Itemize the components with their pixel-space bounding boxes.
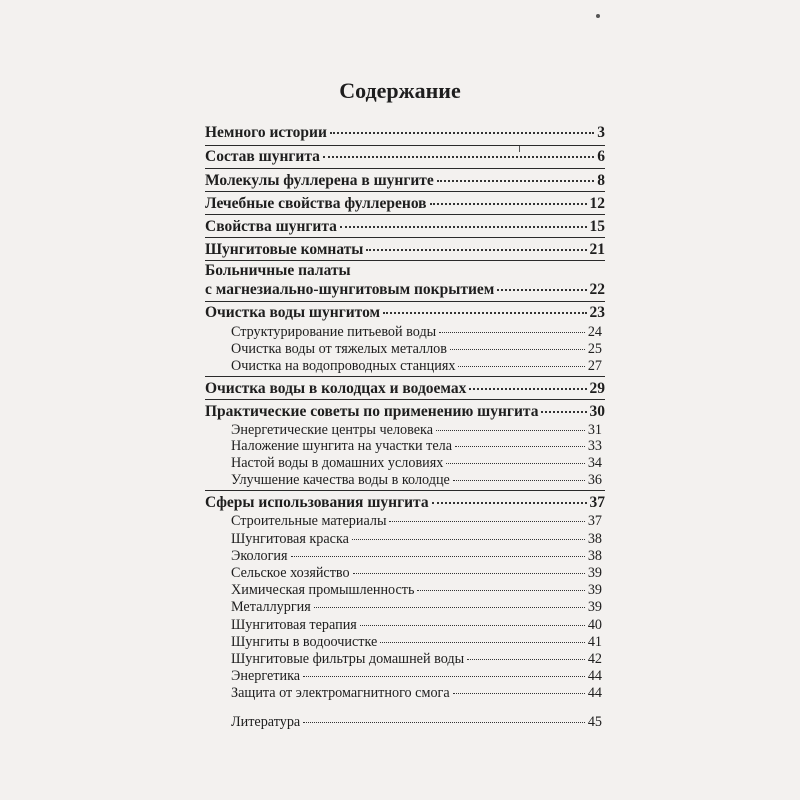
toc-entry-page: 23 xyxy=(589,304,605,321)
toc-entry[interactable] xyxy=(205,403,605,421)
toc-subentry[interactable] xyxy=(231,651,602,668)
toc-subentry-page: 38 xyxy=(587,531,602,547)
leader-dots xyxy=(453,480,585,481)
leader-dots xyxy=(360,625,585,626)
leader-dots xyxy=(432,502,587,504)
toc-subentry[interactable] xyxy=(231,341,602,358)
divider xyxy=(205,260,605,261)
toc-entry[interactable] xyxy=(205,281,605,299)
divider xyxy=(205,191,605,192)
toc-entry-page: 12 xyxy=(589,195,605,212)
leader-dots xyxy=(436,430,585,431)
toc-subentry-label: Улучшение качества воды в колодце xyxy=(231,472,450,488)
toc-subentry-page: 42 xyxy=(587,651,602,667)
toc-subentry[interactable] xyxy=(231,565,602,582)
leader-dots xyxy=(340,226,587,228)
leader-dots xyxy=(469,388,586,390)
divider xyxy=(205,168,605,169)
toc-subentry-label: Металлургия xyxy=(231,599,311,615)
toc-entry[interactable] xyxy=(205,195,605,213)
toc-subentry-label: Экология xyxy=(231,548,288,564)
toc-entry-page: 21 xyxy=(589,241,605,258)
leader-dots xyxy=(458,366,584,367)
toc-subentry-page: 40 xyxy=(587,617,602,633)
toc-entry-label: Сферы использования шунгита xyxy=(205,494,429,511)
toc-subentry-label: Сельское хозяйство xyxy=(231,565,350,581)
divider xyxy=(205,237,605,238)
toc-subentry[interactable] xyxy=(231,634,602,651)
leader-dots xyxy=(330,132,594,134)
leader-dots xyxy=(314,607,585,608)
toc-subentry-label: Защита от электромагнитного смога xyxy=(231,685,450,701)
toc-subentry[interactable] xyxy=(231,324,602,341)
toc-entry-label: Состав шунгита xyxy=(205,148,320,165)
leader-dots xyxy=(383,312,586,314)
toc-entry-label: Лечебные свойства фуллеренов xyxy=(205,195,427,212)
toc-subentry[interactable] xyxy=(231,548,602,565)
page-title: Содержание xyxy=(339,78,461,103)
toc-subentry-label: Шунгиты в водоочистке xyxy=(231,634,378,650)
toc-subentry[interactable] xyxy=(231,513,602,530)
toc-subentry-page: 27 xyxy=(587,358,602,374)
divider xyxy=(205,399,605,400)
print-speck xyxy=(596,14,600,18)
toc-subentry[interactable] xyxy=(231,472,602,489)
leader-dots xyxy=(291,556,585,557)
toc-subentry-label: Энергетика xyxy=(231,668,301,684)
leader-dots xyxy=(380,642,584,643)
toc-subentry-page: 39 xyxy=(587,565,602,581)
toc-subentry-label: Шунгитовая краска xyxy=(231,531,349,547)
leader-dots xyxy=(430,203,587,205)
leader-dots xyxy=(541,411,586,413)
toc-entry-page: 8 xyxy=(597,172,605,189)
toc-subentry-page: 24 xyxy=(587,324,602,340)
toc-subentry-label: Химическая промышленность xyxy=(231,582,415,598)
toc-subentry-page: 33 xyxy=(587,438,602,454)
toc-subentry-label: Очистка на водопроводных станциях xyxy=(231,358,456,374)
divider xyxy=(205,490,605,491)
toc-entry-label: Молекулы фуллерена в шунгите xyxy=(205,172,434,189)
leader-dots xyxy=(446,463,584,464)
toc-entry-page: 37 xyxy=(589,494,605,511)
toc-literature[interactable] xyxy=(231,714,602,731)
toc-subentry-page: 34 xyxy=(587,455,602,471)
toc-subentry-page: 25 xyxy=(587,341,602,357)
toc-entry-page: 6 xyxy=(597,148,605,165)
toc-entry-label: Шунгитовые комнаты xyxy=(205,241,364,258)
toc-subentry-label: Наложение шунгита на участки тела xyxy=(231,438,453,454)
toc-subentry-page: 38 xyxy=(587,548,602,564)
toc-subentry[interactable] xyxy=(231,531,602,548)
toc-subentry-page: 39 xyxy=(587,599,602,615)
toc-subentry-label: Строительные материалы xyxy=(231,513,387,529)
leader-dots xyxy=(467,659,585,660)
toc-subentry-label: Энергетические центры человека xyxy=(231,422,434,438)
toc-subentry-page: 36 xyxy=(587,472,602,488)
toc-entry[interactable] xyxy=(205,494,605,512)
toc-entry-label: Очистка воды в колодцах и водоемах xyxy=(205,380,467,397)
toc-entry[interactable] xyxy=(205,304,605,322)
leader-dots xyxy=(439,332,585,333)
toc-subentry-label: Очистка воды от тяжелых металлов xyxy=(231,341,447,357)
toc-subentry-page: 44 xyxy=(587,685,602,701)
toc-entry-label: Практические советы по применению шунгита xyxy=(205,403,539,420)
toc-subentry-page: 44 xyxy=(587,668,602,684)
toc-subentry-page: 41 xyxy=(587,634,602,650)
leader-dots xyxy=(450,349,585,350)
toc-subentry-page: 37 xyxy=(587,513,602,529)
leader-dots xyxy=(353,573,585,574)
toc-entry-label: Очистка воды шунгитом xyxy=(205,304,381,321)
toc-subentry[interactable] xyxy=(231,599,602,616)
toc-entry-page: 3 xyxy=(597,124,605,141)
toc-entry-page: 22 xyxy=(589,281,605,298)
leader-dots xyxy=(352,539,585,540)
divider xyxy=(205,214,605,215)
toc-subentry[interactable] xyxy=(231,685,602,702)
divider xyxy=(205,301,605,302)
toc-entry[interactable] xyxy=(205,380,605,398)
toc-entry[interactable] xyxy=(205,218,605,236)
toc-entry-label: с магнезиально-шунгитовым покрытием xyxy=(205,281,495,298)
divider xyxy=(205,376,605,377)
toc-subentry[interactable] xyxy=(231,582,602,599)
toc-entry[interactable] xyxy=(205,124,605,142)
leader-dots xyxy=(323,156,594,158)
toc-subentry[interactable] xyxy=(231,617,602,634)
toc-subentry[interactable] xyxy=(231,455,602,472)
toc-entry-page: 15 xyxy=(589,218,605,235)
divider xyxy=(205,145,605,146)
toc-entry[interactable] xyxy=(205,148,605,166)
toc-entry-label: Немного истории xyxy=(205,124,327,141)
toc-entry-page: 29 xyxy=(589,380,605,397)
toc-subentry-label: Структурирование питьевой воды xyxy=(231,324,437,340)
toc-entry-page: 30 xyxy=(589,403,605,420)
toc-subentry-label: Шунгитовые фильтры домашней воды xyxy=(231,651,465,667)
leader-dots xyxy=(453,693,585,694)
leader-dots xyxy=(417,590,584,591)
leader-dots xyxy=(497,289,586,291)
toc-entry[interactable] xyxy=(205,172,605,190)
toc-subentry-page: 39 xyxy=(587,582,602,598)
toc-subentry[interactable] xyxy=(231,358,602,375)
leader-dots xyxy=(366,249,586,251)
leader-dots xyxy=(437,180,594,182)
toc-subentry-page: 31 xyxy=(587,422,602,438)
leader-dots xyxy=(455,446,585,447)
toc-entry[interactable] xyxy=(205,241,605,259)
toc-subentry[interactable] xyxy=(231,668,602,685)
leader-dots xyxy=(303,676,585,677)
toc-subentry[interactable] xyxy=(231,422,602,439)
toc-subentry-label: Шунгитовая терапия xyxy=(231,617,357,633)
toc-subentry-label: Настой воды в домашних условиях xyxy=(231,455,444,471)
toc-entry-label-line1: Больничные палаты xyxy=(205,262,351,279)
toc-entry-label: Свойства шунгита xyxy=(205,218,337,235)
leader-dots xyxy=(303,722,585,723)
toc-literature-page: 45 xyxy=(587,714,602,730)
leader-dots xyxy=(389,521,584,522)
toc-literature-label: Литература xyxy=(231,714,301,730)
toc-subentry[interactable] xyxy=(231,438,602,455)
